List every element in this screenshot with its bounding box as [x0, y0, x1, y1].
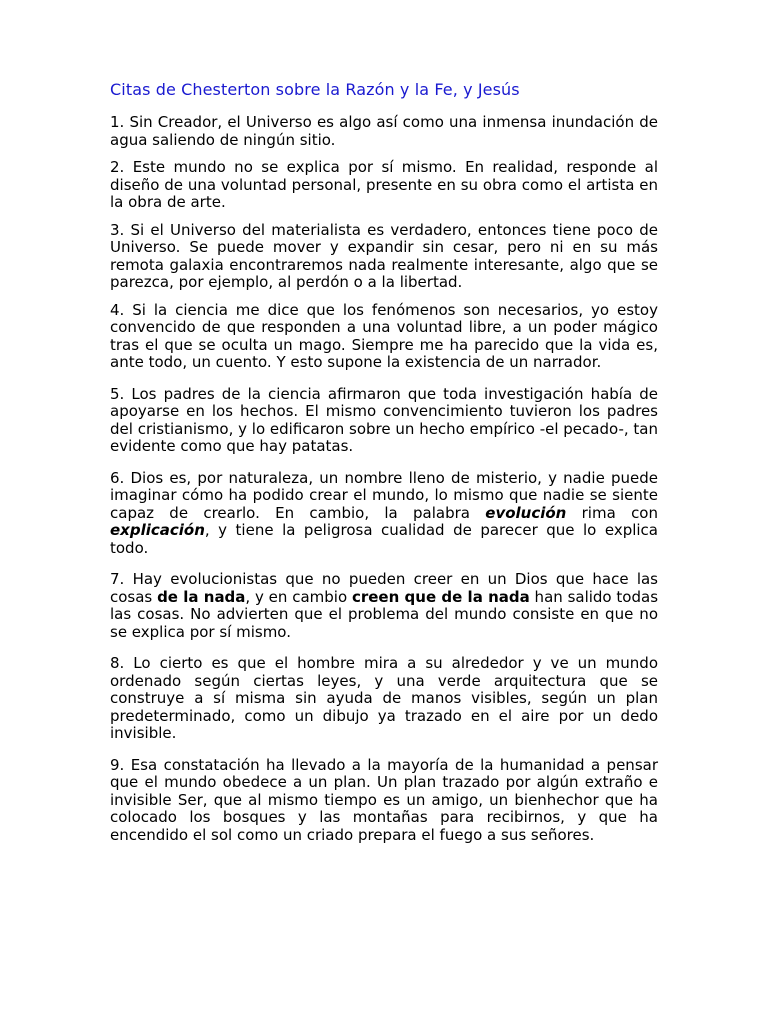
quote-7-text-c: han salido todas las cosas. No advierten que el problema del mundo consiste en que no se explica por sí mismo. — [110, 587, 659, 641]
quote-7-text-a: 7. Hay evolucionistas que no pueden creer en un Dios que hace las cosas — [110, 570, 658, 606]
quote-5: 5. Los padres de la ciencia afirmaron que toda investigación había de apoyarse en los hechos. El mismo convencimiento tuvieron los padres del cristianismo, y lo edificaron sobre un hecho empírico -el pecado-, tan evidente como que hay patatas. — [110, 384, 658, 455]
quote-8: 8. Lo cierto es que el hombre mira a su alrededor y ve un mundo ordenado según ciertas leyes, y una verde arquitectura que se construye a sí misma sin ayuda de manos visibles, según un plan predeterminado, como un dibujo ya trazado en el aire por un dedo invisible. — [110, 654, 658, 742]
quote-7-emphasis-de-la-nada: de la nada — [157, 587, 246, 606]
quote-6-emphasis-evolucion: evolución — [485, 503, 567, 522]
document-title: Citas de Chesterton sobre la Razón y la Fe, y Jesús — [110, 80, 520, 99]
quote-4: 4. Si la ciencia me dice que los fenómenos son necesarios, yo estoy convencido de que responden a una voluntad libre, a un poder mágico tras el que se oculta un mago. Siempre me ha parecido que la vida es, ante todo, un cuento. Y esto supone la existencia de un narrador. — [110, 300, 658, 371]
quote-3: 3. Si el Universo del materialista es verdadero, entonces tiene poco de Universo. Se puede mover y expandir sin cesar, pero ni en su más remota galaxia encontraremos nada realmente interesante, algo que se parezca, por ejemplo, al perdón o a la libertad. — [110, 220, 658, 291]
quote-6 — [110, 470, 658, 558]
quote-6-text-a: 6. Dios es, por naturaleza, un nombre lleno de misterio, y nadie puede imaginar cómo ha podido crear el mundo, lo mismo que nadie se siente capaz de crearlo. En cambio, la palabra — [110, 468, 658, 522]
document-page — [110, 80, 658, 854]
quote-6-text-c: , y tiene la peligrosa cualidad de parecer que lo explica todo. — [110, 521, 658, 557]
quote-9: 9. Esa constatación ha llevado a la mayoría de la humanidad a pensar que el mundo obedece a un plan. Un plan trazado por algún extraño e invisible Ser, que al mismo tiempo es un amigo, un bienhechor que ha colocado los bosques y las montañas para recibirnos, y que ha encendido el sol como un criado prepara el fuego a sus señores. — [110, 755, 658, 844]
quote-1: 1. Sin Creador, el Universo es algo así como una inmensa inundación de agua saliendo de ningún sitio. — [110, 113, 658, 149]
quote-6-emphasis-explicacion: explicación — [110, 521, 205, 539]
quote-7-emphasis-creen: creen que de la nada — [351, 587, 530, 606]
quote-2: 2. Este mundo no se explica por sí mismo. En realidad, responde al diseño de una voluntad personal, presente en su obra como el artista en la obra de arte. — [110, 158, 658, 211]
quote-7-text-b: , y en cambio — [245, 587, 352, 606]
quote-6-text-b: rima con — [566, 503, 658, 522]
quote-7 — [110, 571, 658, 641]
